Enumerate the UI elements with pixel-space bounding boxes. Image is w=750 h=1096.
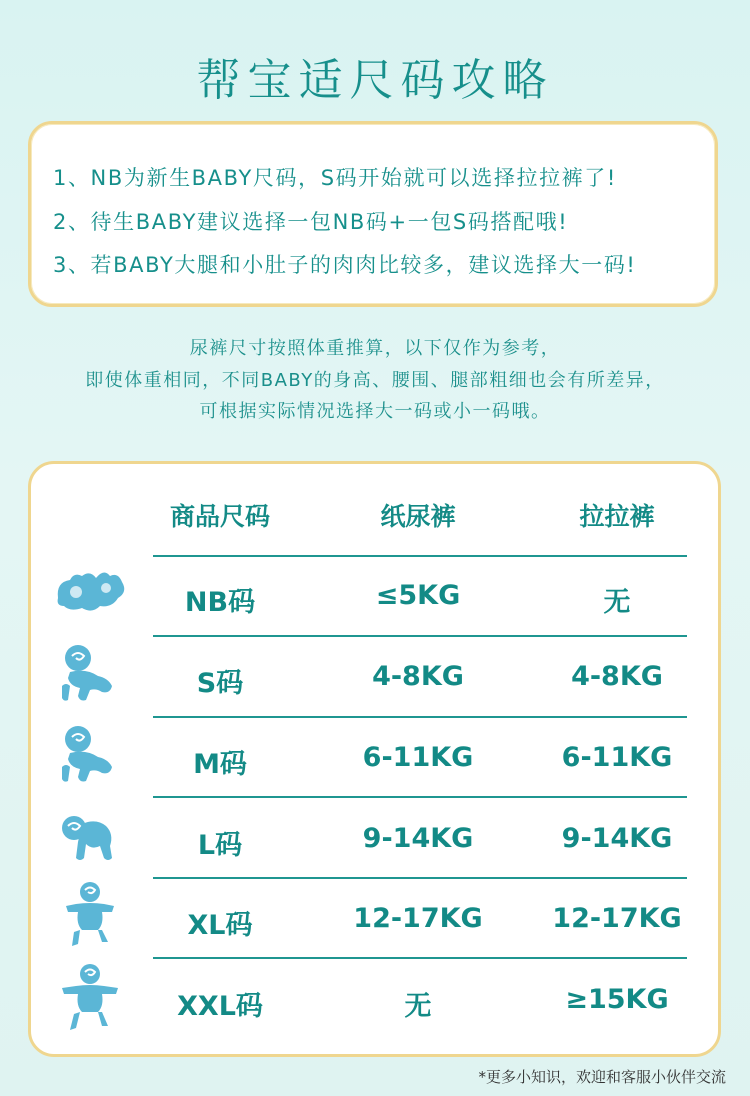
note-line-3: 可根据实际情况选择大一码或小一码哦。 xyxy=(199,401,551,422)
table-divider xyxy=(153,555,687,557)
page-title: 帮宝适尺码攻略 xyxy=(196,55,554,106)
standing-baby-icon xyxy=(52,880,128,950)
size-cell: S码 xyxy=(196,668,244,699)
diaper-weight-cell: 12-17KG xyxy=(353,903,483,934)
pullup-weight-cell: 无 xyxy=(603,587,631,618)
header-pullup: 拉拉裤 xyxy=(579,502,655,531)
pullup-weight-cell: 12-17KG xyxy=(552,903,682,934)
diaper-weight-cell: 6-11KG xyxy=(362,742,474,773)
footer-note: *更多小知识，欢迎和客服小伙伴交流 xyxy=(478,1068,726,1086)
tip-2: 2、待生BABY建议选择一包NB码+一包S码搭配哦! xyxy=(53,210,569,234)
pullup-weight-cell: 4-8KG xyxy=(571,661,663,692)
note-line-2: 即使体重相同，不同BABY的身高、腰围、腿部粗细也会有所差异， xyxy=(85,370,665,391)
diaper-weight-cell: 无 xyxy=(404,991,432,1022)
pullup-weight-cell: 9-14KG xyxy=(561,823,673,854)
note-line-1: 尿裤尺寸按照体重推算，以下仅作为参考， xyxy=(189,338,561,359)
table-divider xyxy=(153,635,687,637)
size-cell: M码 xyxy=(193,749,247,780)
diaper-weight-cell: ≤5KG xyxy=(375,580,461,611)
tips-card xyxy=(28,121,718,307)
size-cell: NB码 xyxy=(184,587,256,618)
size-cell: XXL码 xyxy=(177,991,263,1022)
tip-3: 3、若BABY大腿和小肚子的肉肉比较多，建议选择大一码! xyxy=(53,253,637,277)
pullup-weight-cell: ≥15KG xyxy=(565,984,669,1015)
size-cell: XL码 xyxy=(187,910,253,941)
header-diaper: 纸尿裤 xyxy=(380,502,456,531)
size-cell: L码 xyxy=(197,830,243,861)
diaper-weight-cell: 9-14KG xyxy=(362,823,474,854)
crawling-baby-icon xyxy=(52,642,128,706)
tip-1: 1、NB为新生BABY尺码，S码开始就可以选择拉拉裤了! xyxy=(53,166,617,190)
header-size: 商品尺码 xyxy=(169,502,270,531)
crawling-baby-icon xyxy=(52,723,128,787)
pullup-weight-cell: 6-11KG xyxy=(561,742,673,773)
table-divider xyxy=(153,716,687,718)
crawling-baby-icon xyxy=(52,804,128,868)
table-divider xyxy=(153,877,687,879)
diaper-weight-cell: 4-8KG xyxy=(372,661,464,692)
newborn-baby-icon xyxy=(52,562,128,626)
standing-baby-icon xyxy=(52,962,128,1034)
table-divider xyxy=(153,957,687,959)
table-divider xyxy=(153,796,687,798)
